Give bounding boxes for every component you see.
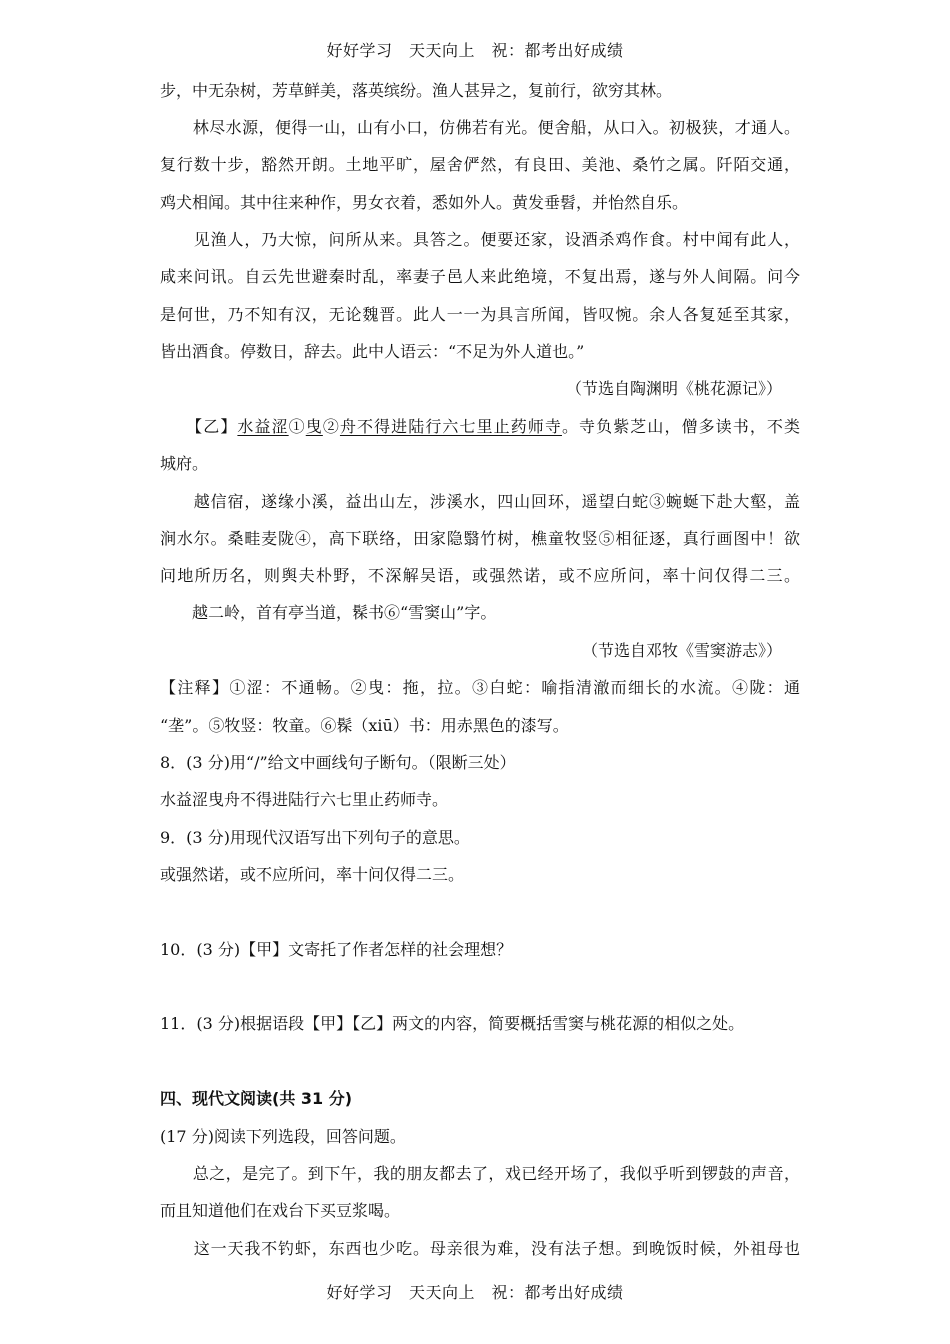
jia-line-4: 鸡犬相闻。其中往来种作，男女衣着，悉如外人。黄发垂髫，并怡然自乐。: [160, 193, 689, 212]
jia-line-1: 步，中无杂树，芳草鲜美，落英缤纷。渔人甚异之，复前行，欲穷其林。: [160, 81, 673, 100]
question-8: 8．(3 分)用“/”给文中画线句子断句。（限断三处）: [160, 753, 516, 772]
question-8-text: 水益涩曳舟不得进陆行六七里止药师寺。: [160, 790, 449, 809]
question-9: 9．(3 分)用现代汉语写出下列句子的意思。: [160, 828, 470, 847]
jia-line-5: 见渔人，乃大惊，问所从来。具答之。便要还家，设酒杀鸡作食。村中闻有此人，: [160, 230, 800, 249]
jia-source: （节选自陶渊明《桃花源记》）: [565, 379, 782, 398]
yi-line-3: 越信宿，遂缘小溪，益出山左，涉溪水，四山回环，遥望白蛇③蜿蜒下赴大壑，盖: [160, 492, 800, 511]
underlined-sentence-part-2: 曳: [305, 417, 323, 436]
yi-line-1-rest: 。寺负紫芝山，僧多读书，不类: [561, 417, 800, 436]
notes-line-2: “垄”。⑤牧竖：牧童。⑥髹（xiū）书：用赤黑色的漆写。: [160, 716, 569, 735]
jia-line-8: 皆出酒食。停数日，辞去。此中人语云：“不足为外人道也。”: [160, 342, 585, 361]
yi-label: 【乙】: [160, 417, 238, 436]
yi-line-1: [160, 417, 800, 437]
jia-line-6: 咸来问讯。自云先世避秦时乱，率妻子邑人来此绝境，不复出焉，遂与外人间隔。问今: [160, 267, 800, 286]
jia-line-7: 是何世，乃不知有汉，无论魏晋。此人一一为具言所闻，皆叹惋。余人各复延至其家，: [160, 305, 800, 324]
question-9-text: 或强然诺，或不应所问，率十问仅得二三。: [160, 865, 465, 884]
yi-line-4: 涧水尔。桑畦麦陇④，高下联络，田家隐翳竹树，樵童牧竖⑤相征逐，真行画图中！欲: [160, 529, 800, 548]
yi-line-2: 城府。: [160, 454, 209, 473]
yi-source: （节选自邓牧《雪窦游志》）: [581, 641, 782, 660]
underlined-sentence-part-1: 水益涩: [237, 417, 289, 436]
section-4-intro: (17 分)阅读下列选段，回答问题。: [160, 1127, 406, 1146]
underlined-sentence-part-3: 舟不得进陆行六七里止药师寺: [339, 417, 562, 436]
note-marker-2: ②: [322, 417, 340, 436]
section-4-title: 四、现代文阅读(共 31 分): [160, 1089, 353, 1108]
passage-line-3: 这一天我不钓虾，东西也少吃。母亲很为难，没有法子想。到晚饭时候，外祖母也: [160, 1239, 800, 1258]
notes-line-1: 【注释】①涩：不通畅。②曳：拖，拉。③白蛇：喻指清澈而细长的水流。④陇：通: [160, 678, 800, 697]
yi-line-5: 问地所历名，则舆夫朴野，不深解吴语，或强然诺，或不应所问，率十问仅得二三。: [160, 566, 800, 585]
passage-line-1: 总之，是完了。到下午，我的朋友都去了，戏已经开场了，我似乎听到锣鼓的声音，: [160, 1164, 800, 1183]
yi-line-6: 越二岭，首有亭当道，髹书⑥“雪窦山”字。: [160, 603, 497, 622]
jia-line-3: 复行数十步，豁然开朗。土地平旷，屋舍俨然，有良田、美池、桑竹之属。阡陌交通，: [160, 155, 800, 174]
question-11: 11．(3 分)根据语段【甲】【乙】两文的内容，简要概括雪窦与桃花源的相似之处。: [160, 1014, 745, 1033]
jia-line-2: 林尽水源，便得一山，山有小口，仿佛若有光。便舍船，从口入。初极狭，才通人。: [160, 118, 800, 137]
question-10: 10．(3 分)【甲】文寄托了作者怎样的社会理想？: [160, 940, 513, 959]
page-footer: 好好学习 天天向上 祝：都考出好成绩: [326, 1283, 624, 1302]
passage-line-2: 而且知道他们在戏台下买豆浆喝。: [160, 1201, 401, 1220]
page-header: 好好学习 天天向上 祝：都考出好成绩: [326, 41, 624, 60]
note-marker-1: ①: [288, 417, 306, 436]
